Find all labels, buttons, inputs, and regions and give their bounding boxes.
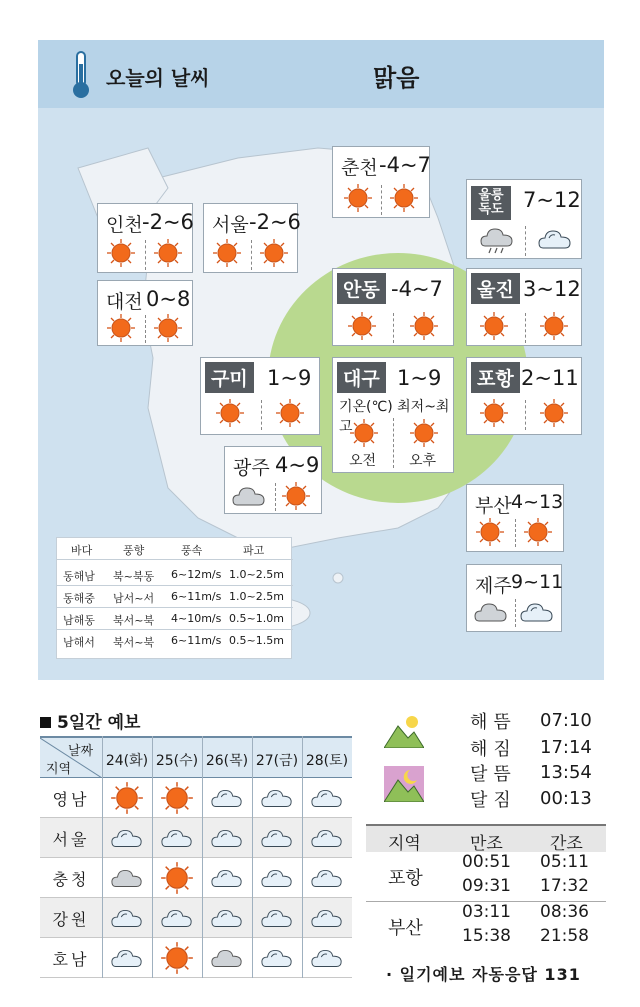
- city-name-badge: 포항: [471, 362, 520, 393]
- city-card-pohang: [466, 357, 582, 435]
- city-card-seoul: [203, 203, 301, 273]
- cloudy-icon: [210, 941, 244, 975]
- forecast-day: 26(목): [205, 753, 249, 769]
- sunny-icon: [160, 781, 194, 815]
- forecast-row: [40, 858, 352, 898]
- partly-cloudy-icon: [519, 597, 555, 627]
- sunny-icon: [539, 311, 569, 341]
- forecast-day: 28(토): [305, 753, 349, 769]
- city-card-busan: [466, 484, 564, 552]
- sunny-icon: [281, 481, 311, 511]
- city-card-gumi: [200, 357, 320, 435]
- city-card-uljin: [466, 268, 582, 346]
- partly-cloudy-icon: [310, 781, 344, 815]
- sunny-icon: [539, 398, 569, 428]
- sunrise-label: 해뜸: [470, 712, 517, 733]
- city-name: 인천: [106, 214, 143, 236]
- city-temp: 2~11: [521, 366, 579, 390]
- partly-cloudy-icon: [210, 781, 244, 815]
- forecast-region: 서울: [52, 830, 90, 849]
- partly-cloudy-icon: [310, 861, 344, 895]
- forecast-corner: 날짜 지역: [40, 738, 102, 780]
- city-name-badge: 대구: [337, 362, 386, 393]
- partly-cloudy-icon: [110, 821, 144, 855]
- partly-cloudy-icon: [210, 821, 244, 855]
- sunset-label: 해짐: [470, 739, 517, 760]
- partly-cloudy-icon: [160, 901, 194, 935]
- moonset-value: 00:13: [540, 788, 592, 809]
- sunny-icon: [479, 398, 509, 428]
- moonset-label: 달짐: [470, 790, 517, 811]
- sunny-icon: [409, 418, 439, 448]
- tide-high: 00:51: [462, 852, 511, 872]
- tide-city: 포항: [388, 868, 423, 889]
- sunny-icon: [347, 311, 377, 341]
- city-card-chuncheon: [332, 146, 430, 218]
- forecast-row: [40, 938, 352, 978]
- sea-table-row: 남해동 북서~북 4~10m/s 0.5~1.0m: [57, 608, 293, 630]
- forecast-day: 25(수): [155, 753, 199, 769]
- city-name: 제주: [475, 575, 512, 597]
- forecast-row: [40, 898, 352, 938]
- sunny-icon: [153, 313, 183, 343]
- partly-cloudy-icon: [310, 941, 344, 975]
- moonrise-value: 13:54: [540, 762, 592, 783]
- cloudy-icon: [110, 861, 144, 895]
- city-card-ulleung: [466, 179, 582, 259]
- sunny-icon: [212, 238, 242, 268]
- tide-header: 지역 만조 간조: [366, 824, 606, 852]
- city-temp: 1~9: [267, 366, 312, 390]
- moonrise-icon: [384, 766, 424, 802]
- city-card-daegu: [332, 357, 454, 473]
- city-card-jeju: [466, 564, 562, 632]
- partly-cloudy-icon: [160, 821, 194, 855]
- forecast-title: 5일간 예보: [40, 708, 140, 733]
- tide-high: 09:31: [462, 876, 511, 896]
- sunny-icon: [523, 517, 553, 547]
- forecast-row: [40, 818, 352, 858]
- city-temp: 9~11: [511, 571, 564, 593]
- city-card-gwangju: [224, 446, 322, 514]
- tide-low: 05:11: [540, 852, 589, 872]
- partly-cloudy-icon: [260, 861, 294, 895]
- today-weather-title: 오늘의 날씨: [106, 66, 210, 90]
- city-card-incheon: [97, 203, 193, 273]
- partly-cloudy-icon: [537, 224, 573, 254]
- partly-cloudy-icon: [110, 941, 144, 975]
- sunny-icon: [106, 313, 136, 343]
- forecast-day: 24(화): [105, 753, 149, 769]
- sunny-icon: [479, 311, 509, 341]
- city-name: 광주: [233, 457, 270, 479]
- city-temp: 4~13: [511, 491, 564, 513]
- tide-low: 17:32: [540, 876, 589, 896]
- sunny-icon: [343, 183, 373, 213]
- sea-table-row: 남해서 북서~북 6~11m/s 0.5~1.5m: [63, 634, 284, 649]
- city-name-badge: 구미: [205, 362, 254, 393]
- partly-cloudy-icon: [260, 941, 294, 975]
- sunny-icon: [259, 238, 289, 268]
- city-temp: 3~12: [523, 277, 581, 301]
- forecast-region: 강원: [52, 910, 90, 929]
- am-label: 오전: [349, 453, 377, 469]
- sunny-icon: [160, 941, 194, 975]
- sunny-icon: [389, 183, 419, 213]
- partly-cloudy-icon: [260, 781, 294, 815]
- thermometer-icon: [68, 50, 94, 100]
- moonrise-label: 달뜸: [470, 764, 517, 785]
- city-name-badge: 울진: [471, 273, 520, 304]
- tide-city: 부산: [388, 918, 423, 939]
- weather-headline: 맑음: [373, 64, 420, 92]
- forecast-region: 영남: [52, 790, 90, 809]
- city-temp: -4~7: [391, 277, 443, 301]
- partly-cloudy-icon: [110, 901, 144, 935]
- cloudy-icon: [473, 597, 509, 627]
- forecast-day: 27(금): [255, 753, 299, 769]
- pm-label: 오후: [409, 453, 437, 469]
- tide-low: 08:36: [540, 902, 589, 922]
- map-header: [38, 40, 604, 108]
- partly-cloudy-icon: [310, 821, 344, 855]
- sunny-icon: [349, 418, 379, 448]
- partly-cloudy-icon: [260, 821, 294, 855]
- cloudy-icon: [231, 481, 267, 511]
- sunny-icon: [160, 861, 194, 895]
- forecast-region: 충청: [52, 870, 90, 889]
- temp-legend: 기온(℃) 최저~최고: [339, 399, 450, 435]
- forecast-region: 호남: [52, 950, 90, 969]
- partly-cloudy-icon: [310, 901, 344, 935]
- sunny-icon: [275, 398, 305, 428]
- sunset-value: 17:14: [540, 737, 592, 758]
- city-name: 부산: [475, 495, 512, 517]
- sunny-icon: [475, 517, 505, 547]
- sea-table: [56, 537, 292, 659]
- partly-cloudy-icon: [210, 861, 244, 895]
- sea-table-row: 동해남 북~북동 6~12m/s 1.0~2.5m: [57, 564, 293, 586]
- tide-low: 21:58: [540, 926, 589, 946]
- city-temp: 4~9: [275, 453, 320, 477]
- city-name: 대전: [106, 291, 143, 313]
- sunny-icon: [110, 781, 144, 815]
- sea-table-row: 동해중 남서~서 6~11m/s 1.0~2.5m: [57, 586, 293, 608]
- city-card-andong: [332, 268, 454, 346]
- sunny-icon: [106, 238, 136, 268]
- auto-response-note: · 일기예보 자동응답 131: [386, 965, 581, 984]
- city-temp: -4~7: [379, 153, 431, 177]
- city-temp: 1~9: [397, 366, 442, 390]
- city-name-badge: 안동: [337, 273, 386, 304]
- sea-table-header: 바다 풍향 풍속 파고: [57, 538, 293, 560]
- partly-cloudy-icon: [210, 901, 244, 935]
- city-temp: -2~6: [142, 210, 194, 234]
- sunny-icon: [409, 311, 439, 341]
- cloud-rain-icon: [479, 224, 515, 254]
- forecast-header: [40, 736, 352, 778]
- city-card-daejeon: [97, 280, 193, 346]
- forecast-row: [40, 778, 352, 818]
- sunny-icon: [153, 238, 183, 268]
- sunny-icon: [215, 398, 245, 428]
- city-name-badge: 울릉 독도: [471, 186, 511, 220]
- tide-high: 15:38: [462, 926, 511, 946]
- tide-high: 03:11: [462, 902, 511, 922]
- city-temp: 0~8: [146, 287, 191, 311]
- sunrise-icon: [384, 712, 424, 748]
- city-name: 서울: [212, 214, 249, 236]
- city-temp: 7~12: [523, 188, 581, 212]
- partly-cloudy-icon: [260, 901, 294, 935]
- city-temp: -2~6: [249, 210, 301, 234]
- sunrise-value: 07:10: [540, 710, 592, 731]
- city-name: 춘천: [341, 157, 378, 179]
